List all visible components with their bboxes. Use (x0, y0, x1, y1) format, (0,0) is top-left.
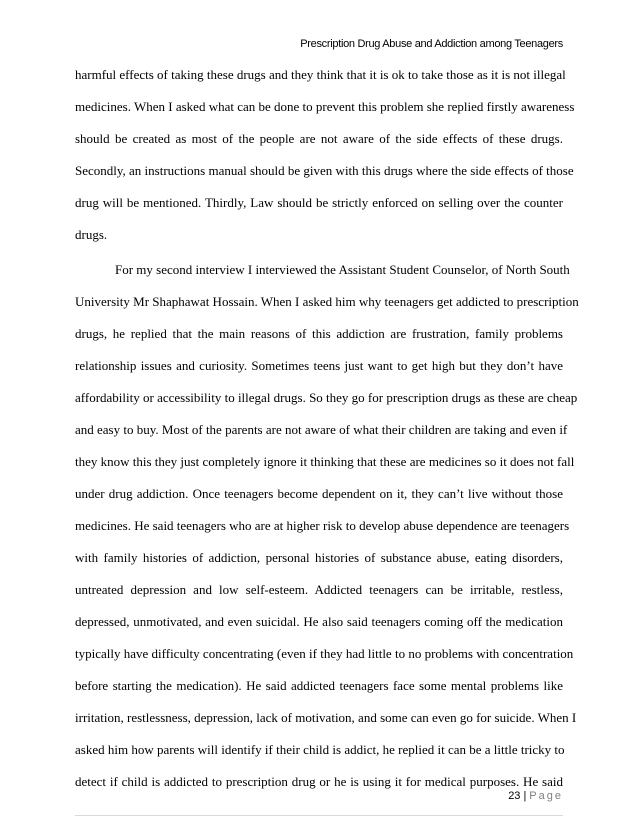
text-line: should be created as most of the people are not aware of the side effects of these drugs. (75, 131, 563, 146)
text-line: and easy to buy. Most of the parents are not aware of what their children are taking and even if (75, 422, 568, 437)
text-line: drugs. (75, 227, 108, 242)
running-header: Prescription Drug Abuse and Addiction among Teenagers (300, 38, 563, 50)
text-line: typically have difficulty concentrating (even if they had little to no problems with concentration (75, 646, 574, 661)
text-line: before starting the medication). He said addicted teenagers face some mental problems like (75, 678, 563, 693)
text-line: irritation, restlessness, depression, lack of motivation, and some can even go for suicide. When I (75, 710, 577, 725)
text-line: depressed, unmotivated, and even suicidal. He also said teenagers coming off the medication (75, 614, 563, 629)
page-number: 23 (508, 790, 521, 802)
text-line: harmful effects of taking these drugs and they think that it is ok to take those as it is not illegal (75, 67, 566, 82)
text-line: they know this they just completely ignore it thinking that these are medicines so it does not fall (75, 454, 575, 469)
paragraph-first-line: For my second interview I interviewed the Assistant Student Counselor, of North South (115, 262, 570, 277)
page-footer (508, 790, 563, 802)
text-line: medicines. When I asked what can be done to prevent this problem she replied firstly awareness (75, 99, 575, 114)
text-line: with family histories of addiction, personal histories of substance abuse, eating disorders, (75, 550, 563, 565)
text-line: untreated depression and low self-esteem. Addicted teenagers can be irritable, restless, (75, 582, 563, 597)
text-line: University Mr Shaphawat Hossain. When I asked him why teenagers get addicted to prescription (75, 294, 579, 309)
text-line: drugs, he replied that the main reasons of this addiction are frustration, family problems (75, 326, 563, 341)
text-line: Secondly, an instructions manual should be given with this drugs where the side effects of those (75, 163, 574, 178)
footer-rule (75, 815, 563, 816)
text-line: medicines. He said teenagers who are at higher risk to develop abuse dependence are teenagers (75, 518, 570, 533)
text-line: detect if child is addicted to prescription drug or he is using it for medical purposes. He said (75, 774, 563, 789)
text-line: drug will be mentioned. Thirdly, Law should be strictly enforced on selling over the counter (75, 195, 563, 210)
footer-separator: | (523, 790, 527, 802)
text-line: relationship issues and curiosity. Sometimes teens just want to get high but they don’t have (75, 358, 563, 373)
page-word: Page (529, 790, 563, 802)
text-line: asked him how parents will identify if their child is addict, he replied it can be a little tricky to (75, 742, 565, 757)
text-line: affordability or accessibility to illegal drugs. So they go for prescription drugs as these are cheap (75, 390, 578, 405)
text-line: under drug addiction. Once teenagers become dependent on it, they can’t live without those (75, 486, 563, 501)
